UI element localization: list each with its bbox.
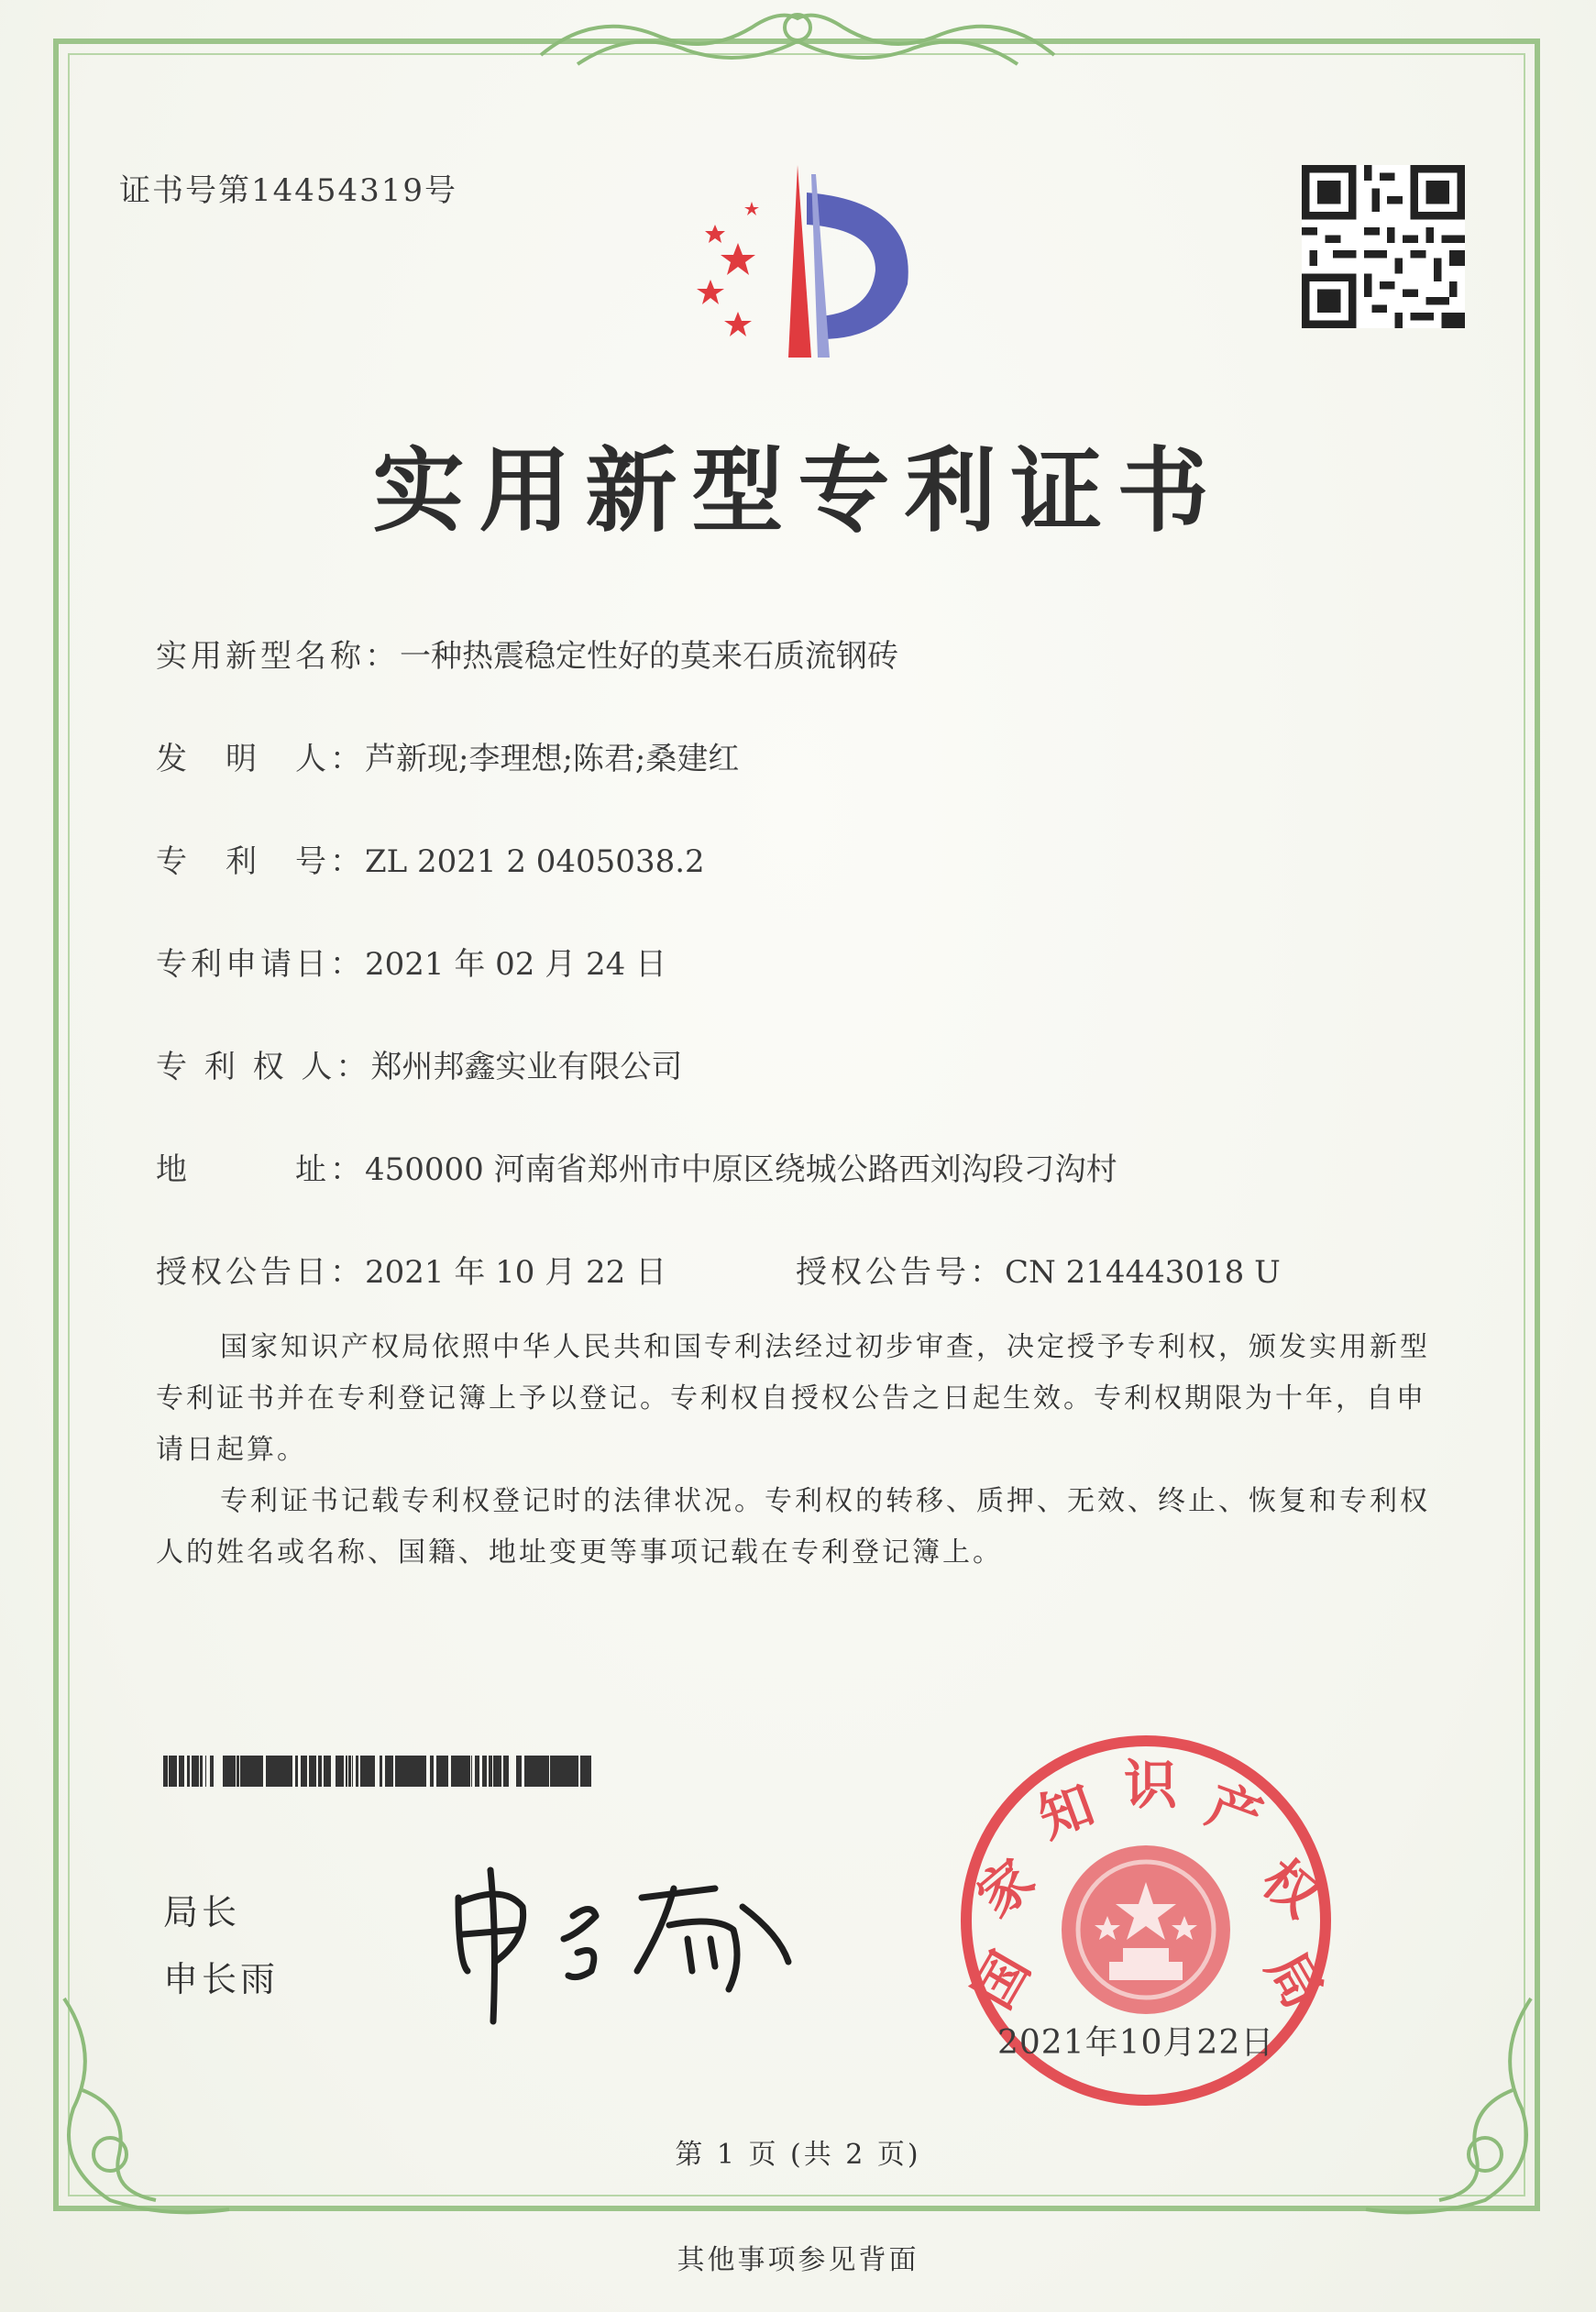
grant-date-label: 授权公告日： xyxy=(156,1254,365,1291)
utility-model-name-value: 一种热震稳定性好的莫来石质流钢砖 xyxy=(400,638,898,675)
patentee-row xyxy=(156,1041,682,1086)
patent-office-logo-icon xyxy=(660,156,935,367)
top-ornament-icon xyxy=(523,0,1073,83)
inventor-value: 芦新现;李理想;陈君;桑建红 xyxy=(365,741,740,777)
grant-number-value: CN 214443018 U xyxy=(1005,1254,1281,1291)
legal-paragraph-2: 专利证书记载专利权登记时的法律状况。专利权的转移、质押、无效、终止、恢复和专利权人的姓名或名称、国籍、地址变更等事项记载在专利登记簿上。 xyxy=(156,1485,1430,1569)
director-title: 局长 xyxy=(163,1892,241,1932)
inventor-label: 发 明 人： xyxy=(156,741,365,777)
certificate-title: 实用新型专利证书 xyxy=(372,437,1224,545)
corner-ornament-icon xyxy=(1348,1980,1549,2228)
svg-text:国: 国 xyxy=(961,1941,1042,2020)
svg-text:局: 局 xyxy=(1254,1941,1336,2020)
handwritten-signature-icon xyxy=(440,1852,807,2026)
utility-model-name-row xyxy=(156,631,898,676)
grant-number-row xyxy=(796,1247,1281,1292)
page-indicator: 第 1 页 (共 2 页) xyxy=(675,2139,921,2171)
barcode-icon xyxy=(163,1756,594,1787)
seal-date: 2021年10月22日 xyxy=(997,2024,1275,2062)
grant-number-label: 授权公告号： xyxy=(796,1254,1005,1291)
patentee-label: 专 利 权 人： xyxy=(156,1049,371,1085)
patentee-value: 郑州邦鑫实业有限公司 xyxy=(370,1049,683,1085)
patent-number-value: ZL 2021 2 0405038.2 xyxy=(365,843,705,880)
address-row xyxy=(156,1144,1117,1189)
patent-number-row xyxy=(156,836,705,881)
svg-text:产: 产 xyxy=(1198,1773,1271,1851)
utility-model-name-label: 实用新型名称： xyxy=(156,638,400,675)
director-name: 申长雨 xyxy=(163,1959,280,1999)
address-value: 450000 河南省郑州市中原区绕城公路西刘沟段刁沟村 xyxy=(365,1151,1117,1188)
legal-statement xyxy=(156,1322,1439,1579)
application-date-row xyxy=(156,939,666,984)
application-date-value: 2021 年 02 月 24 日 xyxy=(365,946,667,983)
application-date-label: 专利申请日： xyxy=(156,946,365,983)
grant-date-value: 2021 年 10 月 22 日 xyxy=(365,1254,667,1291)
corner-ornament-icon xyxy=(46,1980,248,2228)
svg-text:家: 家 xyxy=(965,1846,1047,1930)
legal-paragraph-1: 国家知识产权局依照中华人民共和国专利法经过初步审查，决定授予专利权，颁发实用新型专利证书并在专利登记簿上予以登记。专利权自授权公告之日起生效。专利权期限为十年，自申请日起算。 xyxy=(156,1331,1430,1466)
qr-code-icon xyxy=(1302,165,1465,328)
svg-text:识: 识 xyxy=(1123,1754,1178,1816)
patent-number-label: 专 利 号： xyxy=(156,843,365,880)
svg-text:知: 知 xyxy=(1030,1773,1103,1851)
back-note: 其他事项参见背面 xyxy=(677,2244,919,2276)
svg-text:权: 权 xyxy=(1249,1846,1331,1930)
grant-date-row xyxy=(156,1247,666,1292)
certificate-number: 证书号第14454319号 xyxy=(119,172,458,209)
inventor-row xyxy=(156,733,739,778)
address-label: 地 址： xyxy=(156,1151,365,1188)
